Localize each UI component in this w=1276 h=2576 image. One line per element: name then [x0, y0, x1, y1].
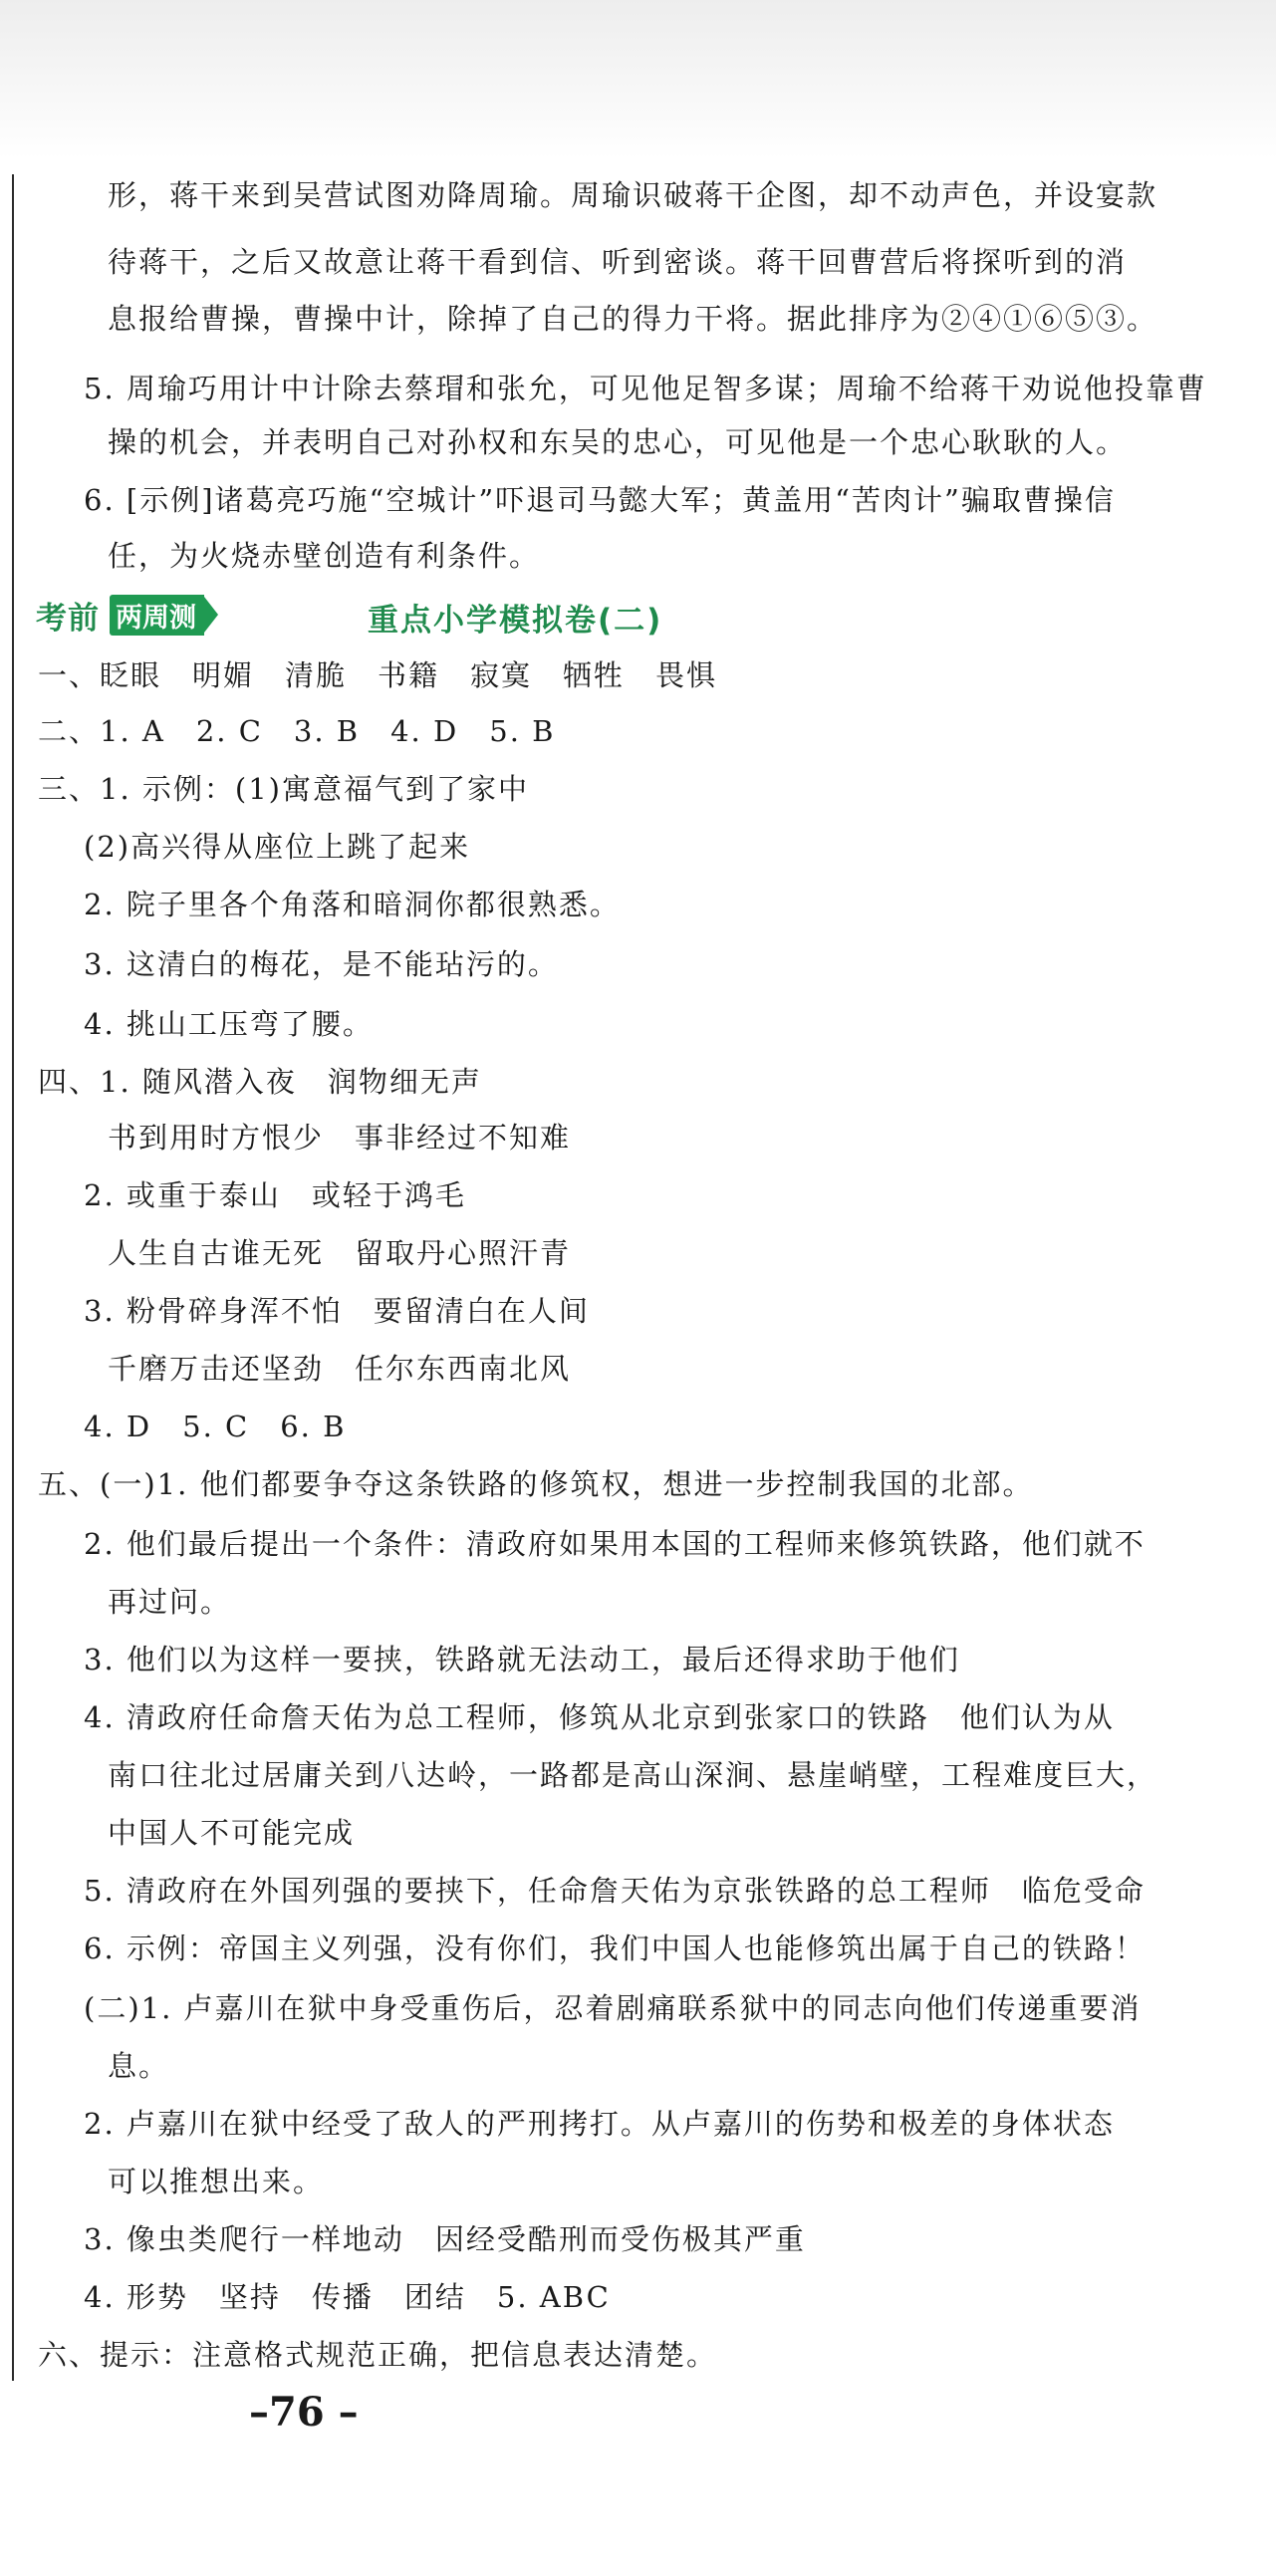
margin-rule: [12, 174, 14, 2381]
badge-arrow-icon: [204, 597, 218, 633]
section-banner: [36, 595, 218, 635]
answer-line: 一、眨眼 明媚 清脆 书籍 寂寞 牺牲 畏惧: [38, 658, 718, 692]
kaoqian-label: 考前: [36, 600, 100, 637]
answer-line: 4. 清政府任命詹天佑为总工程师，修筑从北京到张家口的铁路 他们认为从: [84, 1700, 1115, 1734]
answer-line: 2. 他们最后提出一个条件：清政府如果用本国的工程师来修筑铁路，他们就不: [84, 1527, 1146, 1561]
answer-line: 4. D 5. C 6. B: [84, 1410, 347, 1443]
answer-line: 5. 清政府在外国列强的要挟下，任命詹天佑为京张铁路的总工程师 临危受命: [84, 1874, 1146, 1908]
answer-line: 2. 或重于泰山 或轻于鸿毛: [84, 1178, 466, 1212]
answer-line: 息报给曹操，曹操中计，除掉了自己的得力干将。据此排序为②④①⑥⑤③。: [108, 302, 1158, 336]
answer-line: 息。: [108, 2049, 170, 2083]
answer-line: 人生自古谁无死 留取丹心照汗青: [108, 1236, 572, 1270]
answer-line: 4. 形势 坚持 传播 团结 5. ABC: [84, 2280, 611, 2314]
answer-line: 待蒋干，之后又故意让蒋干看到信、听到密谈。蒋干回曹营后将探听到的消: [108, 245, 1128, 279]
answer-line: 六、提示：注意格式规范正确，把信息表达清楚。: [38, 2338, 718, 2372]
answer-line: 2. 卢嘉川在狱中经受了敌人的严刑拷打。从卢嘉川的伤势和极差的身体状态: [84, 2107, 1115, 2141]
answer-line: 千磨万击还坚劲 任尔东西南北风: [108, 1352, 572, 1386]
answer-line: 3. 这清白的梅花，是不能玷污的。: [84, 947, 559, 981]
answer-line: 可以推想出来。: [108, 2165, 325, 2198]
section-title: 重点小学模拟卷(二): [368, 603, 663, 639]
answer-line: 任，为火烧赤壁创造有利条件。: [108, 539, 541, 573]
answer-line: 三、1. 示例：(1)寓意福气到了家中: [38, 772, 529, 806]
answer-line: 操的机会，并表明自己对孙权和东吴的忠心，可见他是一个忠心耿耿的人。: [108, 425, 1128, 459]
answer-line: 6. [示例]诸葛亮巧施“空城计”吓退司马懿大军；黄盖用“苦肉计”骗取曹操信: [84, 483, 1116, 517]
answer-line: 5. 周瑜巧用计中计除去蔡瑁和张允，可见他足智多谋；周瑜不给蒋干劝说他投靠曹: [84, 372, 1207, 405]
answer-line: (二)1. 卢嘉川在狱中身受重伤后，忍着剧痛联系狱中的同志向他们传递重要消: [84, 1991, 1142, 2025]
answer-line: 二、1. A 2. C 3. B 4. D 5. B: [38, 714, 556, 748]
answer-line: 南口往北过居庸关到八达岭，一路都是高山深涧、悬崖峭壁，工程难度巨大，: [108, 1758, 1158, 1792]
answer-line: (2)高兴得从座位上跳了起来: [84, 830, 471, 864]
answer-line: 3. 他们以为这样一要挟，铁路就无法动工，最后还得求助于他们: [84, 1643, 960, 1676]
answer-line: 6. 示例：帝国主义列强，没有你们，我们中国人也能修筑出属于自己的铁路！: [84, 1932, 1146, 1965]
answer-line: 2. 院子里各个角落和暗洞你都很熟悉。: [84, 888, 621, 921]
page-number: –76 –: [249, 2389, 359, 2436]
answer-line: 4. 挑山工压弯了腰。: [84, 1007, 374, 1041]
scan-shadow: [0, 0, 1276, 159]
answer-line: 四、1. 随风潜入夜 润物细无声: [38, 1065, 482, 1099]
answer-line: 3. 粉骨碎身浑不怕 要留清白在人间: [84, 1294, 590, 1328]
answer-line: 五、(一)1. 他们都要争夺这条铁路的修筑权，想进一步控制我国的北部。: [38, 1467, 1034, 1501]
answer-line: 再过问。: [108, 1585, 232, 1619]
answer-line: 中国人不可能完成: [108, 1816, 356, 1850]
answer-line: 书到用时方恨少 事非经过不知难: [108, 1121, 572, 1155]
liangzhou-badge: 两周测: [110, 595, 204, 636]
answer-line: 形，蒋干来到吴营试图劝降周瑜。周瑜识破蒋干企图，却不动声色，并设宴款: [108, 178, 1158, 212]
answer-line: 3. 像虫类爬行一样地动 因经受酷刑而受伤极其严重: [84, 2222, 806, 2256]
